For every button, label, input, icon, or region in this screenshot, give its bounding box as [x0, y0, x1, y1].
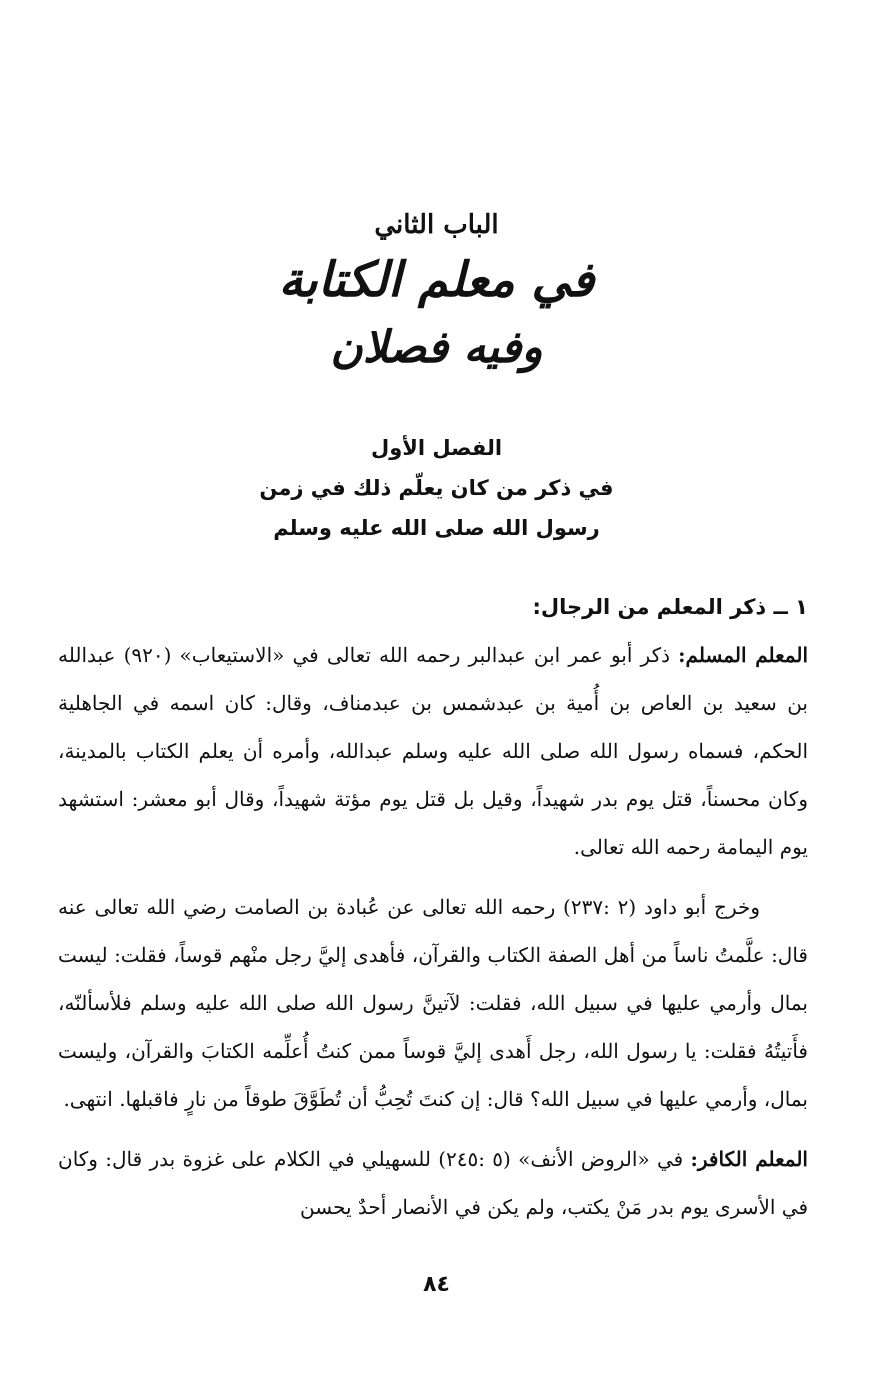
chapter-label: الباب الثاني: [374, 210, 499, 240]
chapter-subtitle: وفيه فصلان: [330, 322, 543, 373]
paragraph-muslim-teacher: [58, 631, 808, 871]
paragraph-abu-dawud: [58, 883, 808, 1123]
paragraph-text: ذكر أبو عمر ابن عبدالبر رحمه الله تعالى في «الاستيعاب» (٩٢٠) عبدالله بن سعيد بن العاص بن أُمية بن عبدشمس بن عبدمناف، وقال: كان اسمه في الجاهلية الحكم، فسماه رسول الله صلى الله عليه وسلم عبدالله، وأمره أن يعلم الكتاب بالمدينة، وكان محسناً، قتل يوم بدر شهيداً، وقيل بل قتل يوم مؤتة شهيداً، وقال أبو معشر: استشهد يوم اليمامة رحمه الله تعالى.: [58, 643, 808, 859]
chapter-heading: [0, 205, 873, 381]
chapter-title: في معلم الكتابة: [278, 252, 595, 308]
paragraph-text: وخرج أبو داود (٢ :٢٣٧) رحمه الله تعالى عن عُبادة بن الصامت رضي الله تعالى عنه قال: علَّمتُ ناساً من أهل الصفة الكتاب والقرآن، فأهدى إليَّ رجل منْهم قوساً، فقلت: ليست بمال وأرمي عليها في سبيل الله، فقلت: لآتينَّ رسول الله صلى الله عليه وسلم فلأسألنّه، فأَتيتُهُ فقلت: يا رسول الله، رجل أَهدى إليَّ قوساً ممن كنتُ أُعلِّمه الكتابَ والقرآن، وليست بمال، وأرمي عليها في سبيل الله؟ قال: إن كنتَ تُحِبُّ أن تُطَوَّقَ طوقاً من نارٍ فاقبلها. انتهى.: [58, 895, 808, 1111]
section-title: الفصل الأول: [370, 436, 503, 460]
page-number: ٨٤: [423, 1272, 450, 1297]
section-line-2: رسول الله صلى الله عليه وسلم: [273, 516, 600, 540]
paragraph-disbeliever-teacher: [58, 1135, 808, 1231]
paragraph-lead: المعلم المسلم:: [678, 643, 809, 667]
section-line-1: في ذكر من كان يعلّم ذلك في زمن: [259, 476, 614, 500]
body-text: [58, 583, 808, 1231]
section-heading: [0, 428, 873, 548]
paragraph-lead: المعلم الكافر:: [690, 1147, 808, 1171]
subsection-heading: ١ ــ ذكر المعلم من الرجال:: [532, 595, 808, 619]
paragraph-text: في «الروض الأنف» (٥ :٢٤٥) للسهيلي في الكلام على غزوة بدر قال: وكان في الأسرى يوم بدر مَنْ يكتب، ولم يكن في الأنصار أحدٌ يحسن: [58, 1147, 808, 1219]
